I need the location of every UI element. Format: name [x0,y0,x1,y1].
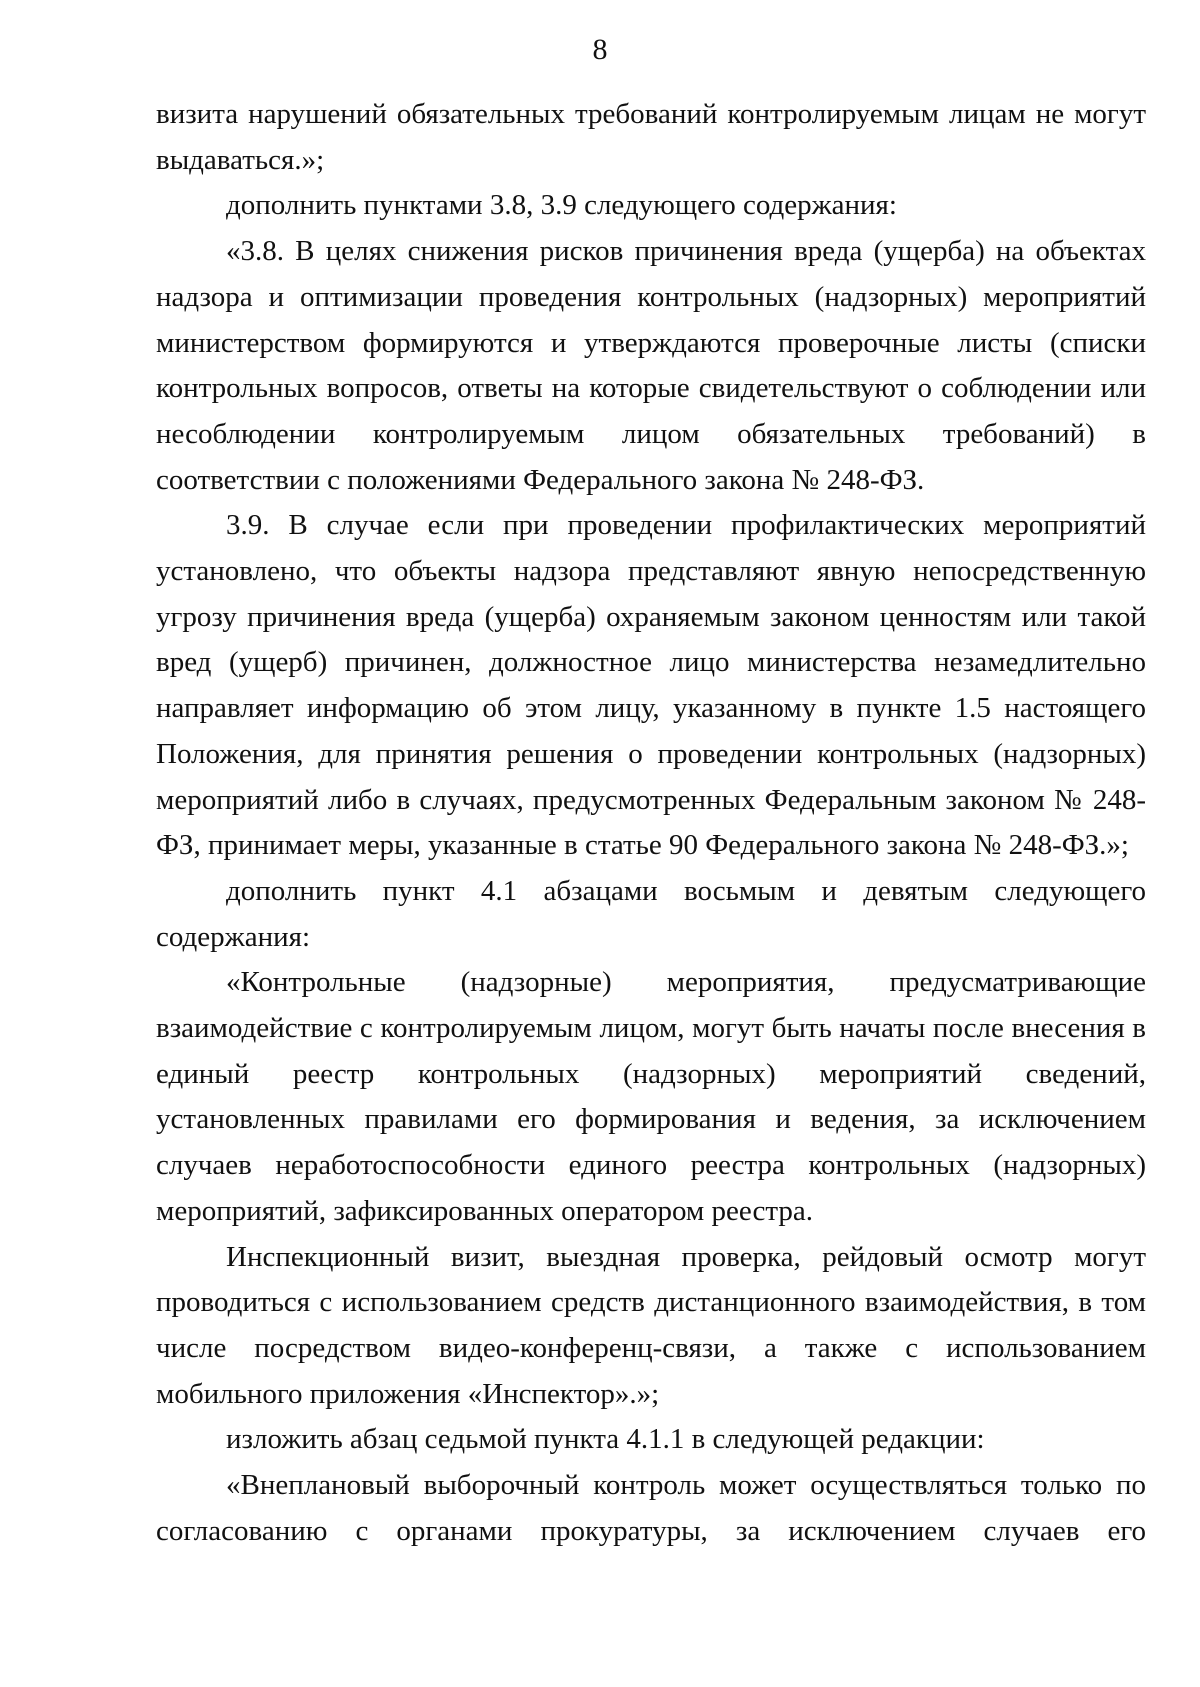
paragraph-amendment-add-3-8-3-9: дополнить пунктами 3.8, 3.9 следующего содержания: [226,189,897,222]
page-number: 8 [592,33,608,66]
document-body [156,92,1146,1555]
paragraph-inspection-visit: Инспекционный визит, выездная проверка, рейдовый осмотр могут проводиться с использованием средств дистанционного взаимодействия, в том числе посредством видео-конференц-связи, а также с использованием мобильного приложения «Инспектор».»; [156,1240,1146,1410]
paragraph-continuation: визита нарушений обязательных требований контролируемым лицам не могут выдаваться.»; [156,98,1146,176]
paragraph-unscheduled-control: «Внеплановый выборочный контроль может осуществляться только по согласованию с органами прокуратуры, за исключением случаев его [156,1469,1146,1547]
paragraph-3-9: 3.9. В случае если при проведении профилактических мероприятий установлено, что объекты надзора представляют явную непосредственную угрозу причинения вреда (ущерба) охраняемым законом ценностям или такой вред (ущерб) причинен, должностное лицо министерства незамедлительно направляет информацию об этом лицу, указанному в пункте 1.5 настоящего Положения, для принятия решения о проведении контрольных (надзорных) мероприятий либо в случаях, предусмотренных Федеральным законом № 248-ФЗ, принимает меры, указанные в статье 90 Федерального закона № 248-ФЗ.»; [156,509,1146,862]
paragraph-control-measures: «Контрольные (надзорные) мероприятия, предусматривающие взаимодействие с контролируемым лицом, могут быть начаты после внесения в единый реестр контрольных (надзорных) мероприятий сведений, установленных правилами его формирования и ведения, за исключением случаев неработоспособности единого реестра контрольных (надзорных) мероприятий, зафиксированных оператором реестра. [156,966,1146,1227]
paragraph-3-8: «3.8. В целях снижения рисков причинения вреда (ущерба) на объектах надзора и оптимизации проведения контрольных (надзорных) мероприятий министерством формируются и утверждаются проверочные листы (списки контрольных вопросов, ответы на которые свидетельствуют о соблюдении или несоблюдении контролируемым лицом обязательных требований) в соответствии с положениями Федерального закона № 248-ФЗ. [156,235,1146,496]
paragraph-amendment-4-1-1: изложить абзац седьмой пункта 4.1.1 в следующей редакции: [226,1423,985,1456]
paragraph-amendment-4-1: дополнить пункт 4.1 абзацами восьмым и девятым следующего содержания: [156,874,1146,953]
